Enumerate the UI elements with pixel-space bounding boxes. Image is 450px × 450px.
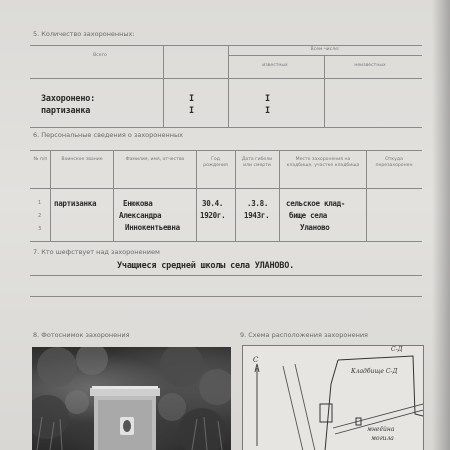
section6-top-rule bbox=[30, 150, 422, 151]
section5-col-divider-2 bbox=[228, 45, 229, 127]
section6-col-divider-4 bbox=[235, 150, 236, 241]
burial-photo-illustration bbox=[32, 347, 231, 450]
section6-row-number: 1 bbox=[38, 200, 42, 206]
section6-header-year: Год рождения bbox=[203, 157, 228, 168]
section6-header-num: № п/п bbox=[33, 157, 48, 162]
section5-total-value-1: I bbox=[189, 94, 194, 104]
section5-header-total: Всего bbox=[93, 53, 107, 58]
section6-year-line: 30.4. bbox=[202, 199, 224, 208]
scheme-cemetery-label: Кладбище С-Д bbox=[351, 368, 398, 375]
section6-place-line: сельское клад- bbox=[286, 199, 346, 208]
section6-header-name: Фамилия, имя, отчество bbox=[125, 157, 185, 162]
section6-row-number: 2 bbox=[38, 213, 42, 219]
section6-bottom-rule bbox=[30, 241, 422, 242]
section9-title: 9. Схема расположения захоронения bbox=[240, 331, 368, 339]
burial-photo bbox=[32, 347, 231, 450]
scheme-grave-label-2: могила bbox=[371, 435, 394, 442]
scheme-grave-label-1: мнеёйна bbox=[367, 426, 395, 433]
section5-header-unknown: неизвестных bbox=[354, 63, 386, 68]
scheme-road-label: С-Д bbox=[391, 346, 403, 353]
burial-layout-scheme bbox=[242, 345, 424, 450]
page-shadow bbox=[432, 0, 450, 450]
section6-date-line: 1943г. bbox=[244, 211, 270, 220]
section7-rule-1 bbox=[30, 275, 422, 276]
section5-row-label-buried: Захоронено: bbox=[41, 94, 96, 104]
section7-rule-2 bbox=[30, 296, 422, 297]
section7-value: Учащиеся средней школы села УЛАНОВО. bbox=[117, 261, 295, 271]
section6-rank-value: партизанка bbox=[54, 199, 97, 208]
section6-place-line: бище села bbox=[289, 211, 327, 220]
scheme-north-label: С bbox=[253, 356, 259, 364]
section5-bottom-rule bbox=[30, 127, 422, 128]
section6-col-divider-2 bbox=[113, 150, 114, 241]
section5-header-bottom-rule bbox=[30, 78, 422, 79]
section5-header-known: известных bbox=[262, 63, 288, 68]
section6-header-rank: Воинское звание bbox=[61, 157, 103, 162]
section6-name-line: Александра bbox=[119, 211, 162, 220]
section6-header-from: Откуда перезахоронен bbox=[375, 157, 413, 168]
section5-col-divider-1 bbox=[163, 45, 164, 127]
section6-place-line: Уланово bbox=[300, 223, 330, 232]
section6-year-line: 1920г. bbox=[200, 211, 226, 220]
section5-title: 5. Количество захороненных: bbox=[33, 30, 135, 38]
section6-col-divider-3 bbox=[196, 150, 197, 241]
section5-header-including: Всем числе: bbox=[310, 47, 340, 52]
section5-known-value-1: I bbox=[265, 94, 270, 104]
section5-top-rule bbox=[30, 45, 422, 46]
section5-total-value-2: I bbox=[189, 106, 194, 116]
section6-col-divider-6 bbox=[366, 150, 367, 241]
section6-name-line: Енюкова bbox=[123, 199, 153, 208]
section6-header-date: Дата гибели или смерти bbox=[241, 157, 273, 168]
section6-date-line: .3.8. bbox=[247, 199, 269, 208]
section7-title: 7. Кто шефствует над захоронением bbox=[33, 248, 160, 256]
section6-row-number: 3 bbox=[38, 226, 42, 232]
section6-col-divider-1 bbox=[50, 150, 51, 241]
section6-header-bottom-rule bbox=[30, 188, 422, 189]
burial-layout-drawing bbox=[243, 346, 423, 450]
section5-row-label-partisan: партизанка bbox=[41, 106, 91, 116]
section6-title: 6. Персональные сведения о захороненных bbox=[33, 131, 183, 139]
section8-title: 8. Фотоснимок захоронения bbox=[33, 331, 130, 339]
section5-known-value-2: I bbox=[265, 106, 270, 116]
section6-header-place: Место захоронения на кладбище, участке кладбища bbox=[286, 157, 360, 168]
section5-sub-rule bbox=[228, 55, 422, 56]
section6-col-divider-5 bbox=[279, 150, 280, 241]
section6-name-line: Иннокентьевна bbox=[125, 223, 180, 232]
section5-col-divider-3 bbox=[324, 55, 325, 127]
